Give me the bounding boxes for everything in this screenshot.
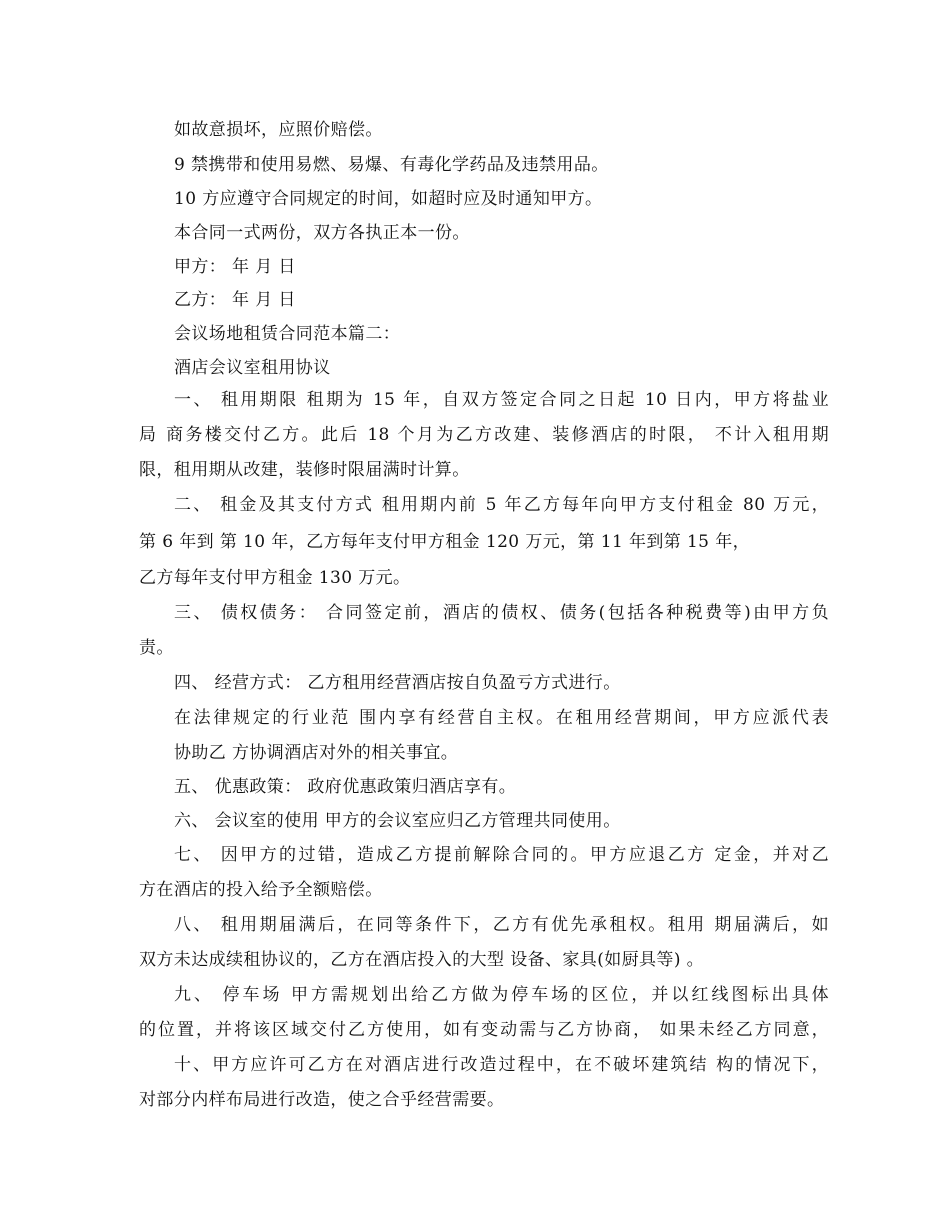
signature-line-party-a: 甲方： 年 月 日 <box>174 257 296 277</box>
text-line: 对部分内样布局进行改造，使之合乎经营需要。 <box>139 1090 505 1110</box>
text-line: 三、 债权债务： 合同签定前，酒店的债权、债务(包括各种税费等)由甲方负 <box>174 603 829 623</box>
text-line: 本合同一式两份，双方各执正本一份。 <box>174 223 470 243</box>
text-line: 9 禁携带和使用易燃、易爆、有毒化学药品及违禁用品。 <box>174 155 609 175</box>
text-line: 十、甲方应许可乙方在对酒店进行改造过程中，在不破坏建筑结 构的情况下， <box>174 1055 829 1075</box>
text-line: 限，租用期从改建，装修时限届满时计算。 <box>139 460 470 480</box>
text-line: 乙方每年支付甲方租金 130 万元。 <box>139 568 411 588</box>
text-line: 局 商务楼交付乙方。此后 18 个月为乙方改建、装修酒店的时限， 不计入租用期 <box>139 425 829 445</box>
text-line: 八、 租用期届满后，在同等条件下，乙方有优先承租权。租用 期届满后，如 <box>174 915 829 935</box>
text-line: 一、 租用期限 租期为 15 年，自双方签定合同之日起 10 日内，甲方将盐业 <box>174 390 829 410</box>
text-line: 二、 租金及其支付方式 租用期内前 5 年乙方每年向甲方支付租金 80 万元， <box>174 495 829 515</box>
text-line: 七、 因甲方的过错，造成乙方提前解除合同的。甲方应退乙方 定金，并对乙 <box>174 845 829 865</box>
text-line: 在法律规定的行业范 围内享有经营自主权。在租用经营期间，甲方应派代表 <box>174 708 829 728</box>
text-line: 六、 会议室的使用 甲方的会议室应归乙方管理共同使用。 <box>174 811 621 831</box>
document-title: 酒店会议室租用协议 <box>174 358 331 378</box>
section-heading: 会议场地租赁合同范本篇二： <box>174 324 401 344</box>
signature-line-party-b: 乙方： 年 月 日 <box>174 290 296 310</box>
text-line: 五、 优惠政策： 政府优惠政策归酒店享有。 <box>174 777 517 797</box>
text-line: 协助乙 方协调酒店对外的相关事宜。 <box>174 743 459 763</box>
text-line: 方在酒店的投入给予全额赔偿。 <box>139 880 383 900</box>
text-line: 九、 停车场 甲方需规划出给乙方做为停车场的区位，并以红线图标出具体 <box>174 985 829 1005</box>
text-line: 第 6 年到 第 10 年，乙方每年支付甲方租金 120 万元，第 11 年到第 15 年， <box>139 532 750 552</box>
text-line: 如故意损坏，应照价赔偿。 <box>174 120 383 140</box>
text-line: 10 方应遵守合同规定的时间，如超时应及时通知甲方。 <box>174 189 603 209</box>
text-line: 双方未达成续租协议的，乙方在酒店投入的大型 设备、家具(如厨具等) 。 <box>139 950 705 970</box>
text-line: 四、 经营方式： 乙方租用经营酒店按自负盈亏方式进行。 <box>174 673 621 693</box>
text-line: 的位置，并将该区域交付乙方使用，如有变动需与乙方协商， 如果未经乙方同意， <box>139 1020 829 1040</box>
text-line: 责。 <box>139 638 174 658</box>
